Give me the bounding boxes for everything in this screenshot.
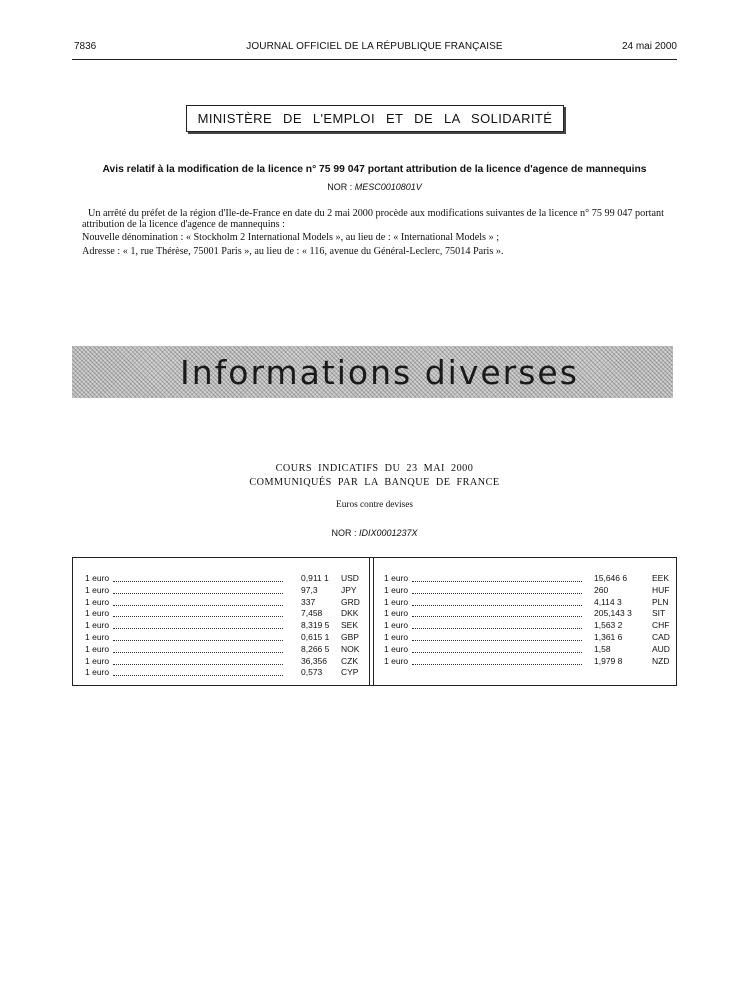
currency-code: USD <box>341 573 359 583</box>
notice-nor <box>72 182 677 192</box>
notice-paragraph: Adresse : « 1, rue Thérèse, 75001 Paris », au lieu de : « 116, avenue du Général-Leclerc, 75014 Paris ». <box>82 245 504 257</box>
rates-nor <box>72 528 677 538</box>
currency-code: SEK <box>341 620 359 631</box>
rate-leader-dots <box>412 628 582 629</box>
rate-leader-dots <box>412 664 582 665</box>
rate-row <box>85 596 360 609</box>
rate-value: 1,58 <box>594 643 611 654</box>
rates-heading: COURS INDICATIFS DU 23 MAI 2000 <box>275 463 474 474</box>
rate-value: 337 <box>301 596 316 607</box>
rate-label: 1 euro <box>384 608 409 619</box>
header-rule <box>72 59 677 60</box>
rate-value: 1,361 6 <box>594 631 623 642</box>
rate-label: 1 euro <box>85 655 110 666</box>
rate-row <box>85 643 360 656</box>
rate-row <box>85 573 357 585</box>
currency-code: NOK <box>341 643 360 654</box>
rate-label: 1 euro <box>384 596 409 607</box>
rate-value: 205,143 3 <box>594 608 632 619</box>
rate-row <box>384 620 670 632</box>
currency-code: AUD <box>652 643 670 654</box>
rate-label: 1 euro <box>384 643 409 654</box>
notice-paragraph: Un arrêté du préfet de la région d'Ile-de-France en date du 2 mai 2000 procède aux modifications suivantes de la licence n° 75 99 047 portant attribution de la licence d'agence de mannequins : <box>82 208 664 230</box>
rate-leader-dots <box>113 652 283 653</box>
rate-label: 1 euro <box>85 573 110 583</box>
rate-row <box>384 608 664 620</box>
rate-leader-dots <box>412 605 582 606</box>
rate-value: 0,911 1 <box>301 573 329 583</box>
rate-row <box>85 608 357 620</box>
page-header <box>72 41 677 59</box>
rate-value: 0,573 <box>301 667 323 678</box>
page-date: 24 mai 2000 <box>621 41 677 52</box>
rate-leader-dots <box>113 616 283 617</box>
rate-value: 8,319 5 <box>301 620 330 631</box>
rate-label: 1 euro <box>384 620 409 631</box>
column-divider <box>369 558 374 685</box>
rate-value: 8,266 5 <box>301 643 330 654</box>
currency-code: CAD <box>652 631 670 642</box>
rate-row <box>384 596 669 609</box>
rate-value: 0,615 1 <box>301 631 330 642</box>
section-banner <box>72 346 673 398</box>
rate-value: 1,563 2 <box>594 620 623 631</box>
rate-value: 97,3 <box>301 584 318 595</box>
notice-body <box>82 209 677 257</box>
rate-label: 1 euro <box>384 655 409 666</box>
rate-label: 1 euro <box>85 631 110 642</box>
rate-row <box>85 667 357 679</box>
currency-code: GRD <box>341 596 360 607</box>
rate-value: 1,979 8 <box>594 655 623 666</box>
rates-nor-label: NOR : <box>331 528 357 538</box>
notice-nor-value: MESC0010801V <box>354 182 422 192</box>
rate-row <box>384 573 670 585</box>
rate-value: 36,356 <box>301 655 327 666</box>
rates-heading: COMMUNIQUÉS PAR LA BANQUE DE FRANCE <box>249 477 500 488</box>
rate-leader-dots <box>412 593 582 594</box>
rate-row <box>85 585 357 597</box>
rate-leader-dots <box>113 605 283 606</box>
currency-code: CYP <box>341 667 359 678</box>
rates-nor-value: IDIX0001237X <box>358 528 418 538</box>
rate-row <box>85 656 357 668</box>
currency-code: NZD <box>652 655 670 666</box>
currency-code: PLN <box>652 596 669 607</box>
rate-value: 260 <box>594 584 609 595</box>
rate-value: 7,458 <box>301 608 323 619</box>
rate-label: 1 euro <box>384 584 409 595</box>
rate-label: 1 euro <box>85 584 110 595</box>
rate-label: 1 euro <box>85 643 110 654</box>
currency-code: EEK <box>652 573 670 583</box>
exchange-rates-table <box>72 557 677 686</box>
journal-title: JOURNAL OFFICIEL DE LA RÉPUBLIQUE FRANÇAISE <box>246 41 503 52</box>
currency-code: CHF <box>652 620 670 631</box>
rate-leader-dots <box>412 652 582 653</box>
rate-label: 1 euro <box>85 596 110 607</box>
rate-value: 4,114 3 <box>594 596 622 607</box>
rate-leader-dots <box>412 581 582 582</box>
rates-column-right <box>384 573 670 667</box>
rate-label: 1 euro <box>384 573 409 583</box>
currency-code: SIT <box>652 608 666 619</box>
rate-label: 1 euro <box>85 620 110 631</box>
currency-code: JPY <box>341 584 357 595</box>
rate-row <box>384 584 670 597</box>
section-banner-title: Informations diverses <box>180 353 579 392</box>
rates-column-left <box>85 573 360 679</box>
currency-code: GBP <box>341 631 359 642</box>
currency-code: DKK <box>341 608 359 619</box>
rate-leader-dots <box>113 664 283 665</box>
rate-row <box>384 631 670 644</box>
rate-leader-dots <box>113 628 283 629</box>
rate-leader-dots <box>113 593 283 594</box>
notice-title: Avis relatif à la modification de la licence n° 75 99 047 portant attribution de la licence d'agence de mannequins <box>102 164 647 175</box>
rate-label: 1 euro <box>384 631 409 642</box>
rate-row <box>85 620 357 632</box>
rate-leader-dots <box>412 640 582 641</box>
rates-subtitle: Euros contre devises <box>336 500 413 510</box>
rate-leader-dots <box>113 675 283 676</box>
page-number: 7836 <box>74 41 97 52</box>
rate-label: 1 euro <box>85 667 110 678</box>
notice-paragraph: Nouvelle dénomination : « Stockholm 2 International Models », au lieu de : « International Models » ; <box>82 232 500 244</box>
ministry-heading: MINISTÈRE DE L'EMPLOI ET DE LA SOLIDARITÉ <box>186 105 564 132</box>
rate-row <box>85 632 357 644</box>
rate-leader-dots <box>412 616 582 617</box>
rate-leader-dots <box>113 581 283 582</box>
currency-code: CZK <box>341 655 358 666</box>
rate-row <box>384 643 670 656</box>
notice-nor-label: NOR : <box>327 182 353 192</box>
rate-label: 1 euro <box>85 608 110 619</box>
rate-value: 15,646 6 <box>594 573 628 583</box>
rate-row <box>384 655 670 668</box>
currency-code: HUF <box>652 584 670 595</box>
rate-leader-dots <box>113 640 283 641</box>
